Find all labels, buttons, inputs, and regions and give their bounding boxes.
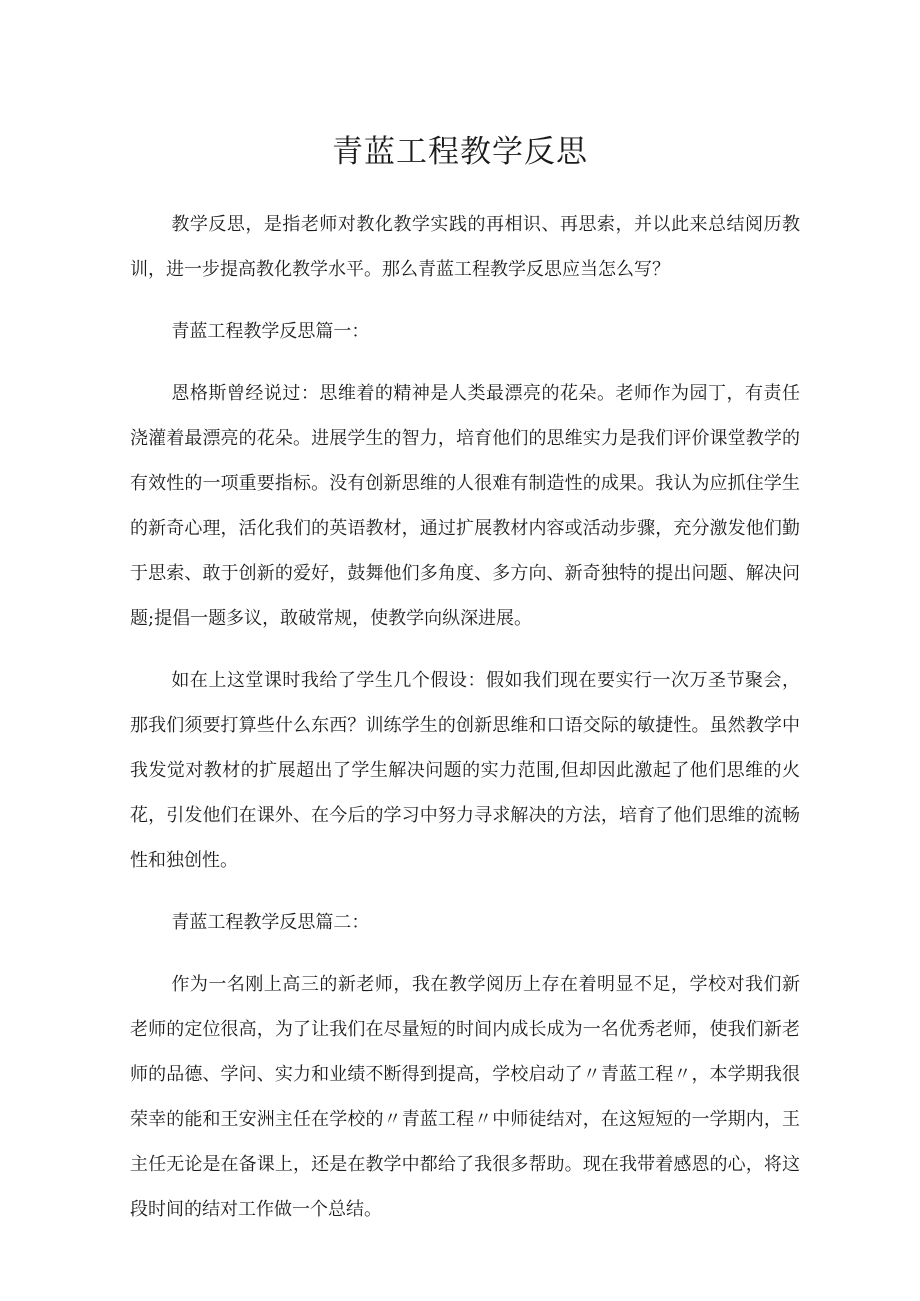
document-title: 青蓝工程教学反思 <box>332 134 588 170</box>
section-heading-1: 青蓝工程教学反思篇一： <box>171 321 370 342</box>
section-heading-2: 青蓝工程教学反思篇二： <box>171 912 370 933</box>
document-body <box>130 202 800 1249</box>
intro-paragraph: 教学反思，是指老师对教化教学实践的再相识、再思索，并以此来总结阅历教训，进一步提高教化教学水平。那么青蓝工程教学反思应当怎么写？ <box>130 214 800 280</box>
body-paragraph: 如在上这堂课时我给了学生几个假设：假如我们现在要实行一次万圣节聚会，那我们须要打算些什么东西？训练学生的创新思维和口语交际的敏捷性。虽然教学中我发觉对教材的扩展超出了学生解决问题的实力范围,但却因此激起了他们思维的火花，引发他们在课外、在今后的学习中努力寻求解决的方法，培育了他们思维的流畅性和独创性。 <box>130 670 800 871</box>
body-paragraph: 恩格斯曾经说过：思维着的精神是人类最漂亮的花朵。老师作为园丁，有责任浇灌着最漂亮的花朵。进展学生的智力，培育他们的思维实力是我们评价课堂教学的有效性的一项重要指标。没有创新思维的人很难有制造性的成果。我认为应抓住学生的新奇心理，活化我们的英语教材，通过扩展教材内容或活动步骤，充分激发他们勤于思索、敢于创新的爱好，鼓舞他们多角度、多方向、新奇独特的提出问题、解决问题;提倡一题多议，敢破常规，使教学向纵深进展。 <box>130 383 800 629</box>
body-paragraph: 作为一名刚上高三的新老师，我在教学阅历上存在着明显不足，学校对我们新老师的定位很高，为了让我们在尽量短的时间内成长成为一名优秀老师，使我们新老师的品德、学问、实力和业绩不断得到提高，学校启动了〃青蓝工程〃，本学期我很荣幸的能和王安洲主任在学校的〃青蓝工程〃中师徒结对，在这短短的一学期内，王主任无论是在备课上，还是在教学中都给了我很多帮助。现在我带着感恩的心，将这段时间的结对工作做一个总结。 <box>130 974 800 1220</box>
